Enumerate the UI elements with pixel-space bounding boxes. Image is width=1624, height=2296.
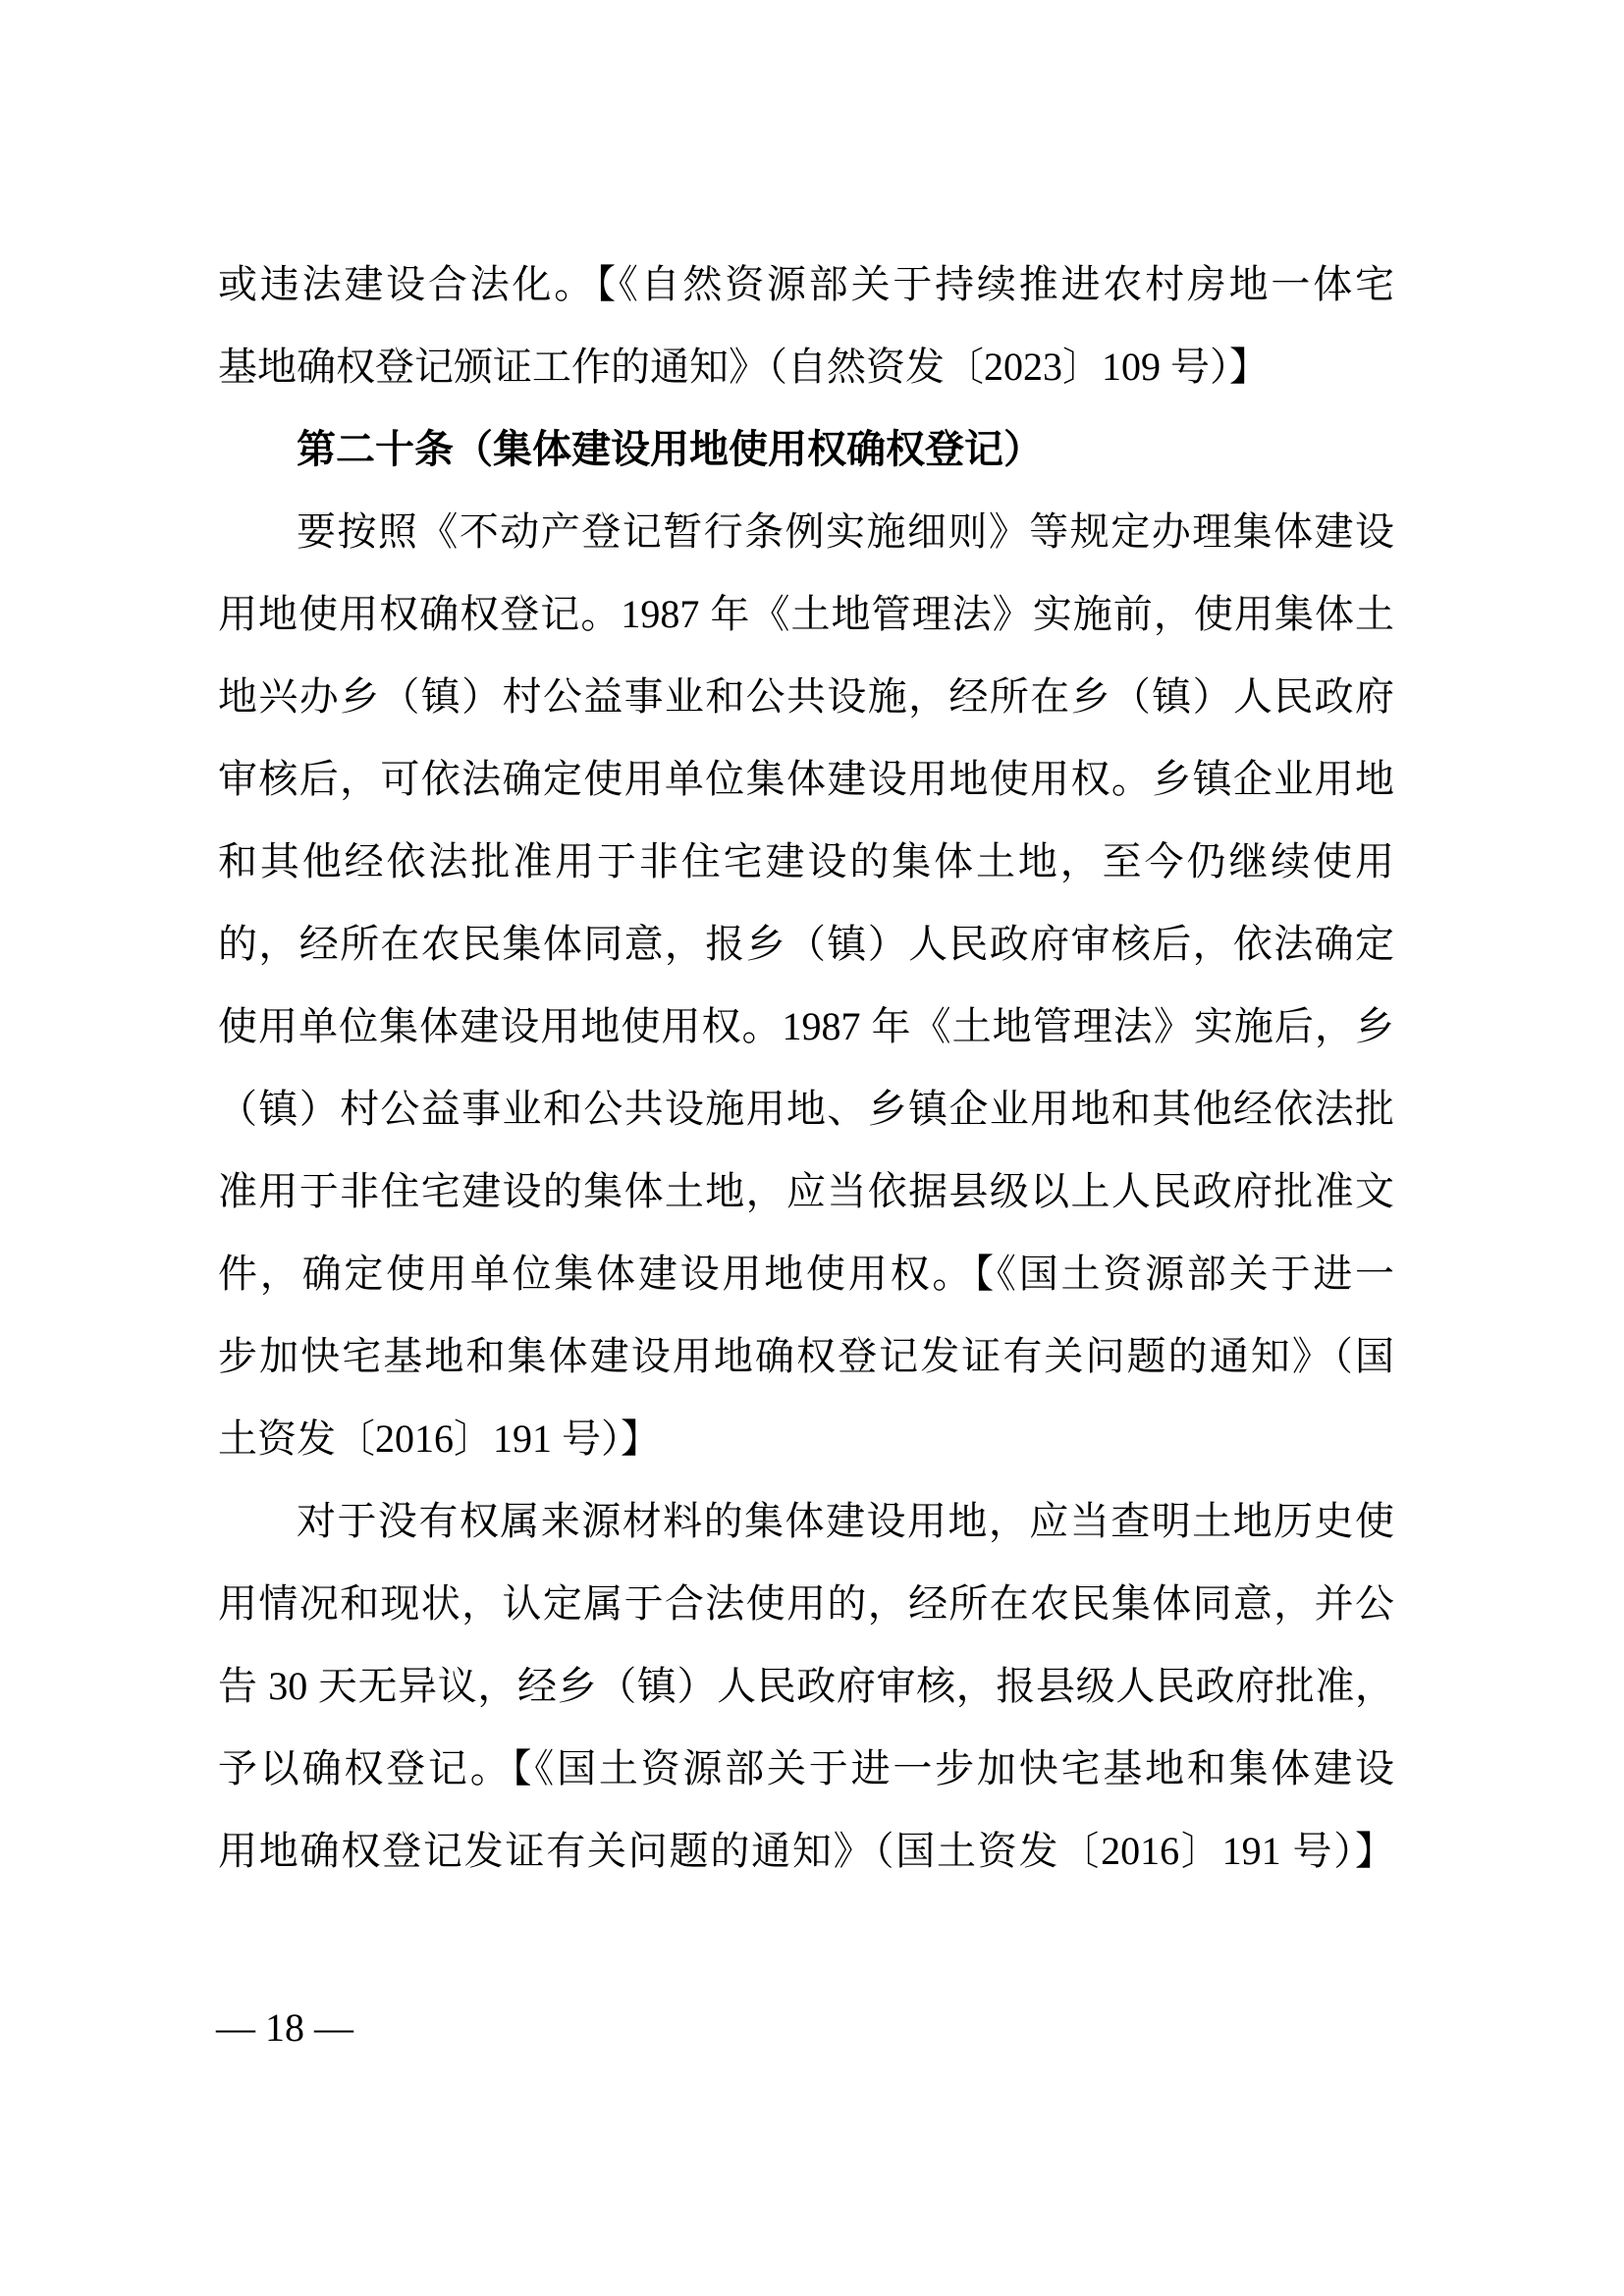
text-line: 用情况和现状，认定属于合法使用的，经所在农民集体同意，并公 [218, 1581, 1394, 1626]
text-line: 对于没有权属来源材料的集体建设用地，应当查明土地历史使 [297, 1499, 1394, 1543]
text-line: （镇）村公益事业和公共设施用地、乡镇企业用地和其他经依法批 [218, 1087, 1394, 1131]
text-line: 用地确权登记发证有关问题的通知》（国土资发〔2016〕191 号）】 [218, 1829, 1394, 1873]
text-line: 审核后，可依法确定使用单位集体建设用地使用权。乡镇企业用地 [218, 757, 1394, 801]
text-line: 准用于非住宅建设的集体土地，应当依据县级以上人民政府批准文 [218, 1169, 1394, 1213]
text-line: 件，确定使用单位集体建设用地使用权。【《国土资源部关于进一 [218, 1252, 1394, 1296]
text-line: 用地使用权确权登记。1987 年《土地管理法》实施前，使用集体土 [218, 592, 1394, 636]
text-line: 步加快宅基地和集体建设用地确权登记发证有关问题的通知》（国 [218, 1334, 1394, 1378]
text-line: 和其他经依法批准用于非住宅建设的集体土地，至今仍继续使用 [218, 839, 1394, 883]
page-number: — 18 — [216, 2005, 353, 2050]
page-footer [216, 2001, 353, 2056]
text-line: 使用单位集体建设用地使用权。1987 年《土地管理法》实施后，乡 [218, 1004, 1394, 1048]
text-line: 告 30 天无异议，经乡（镇）人民政府审核，报县级人民政府批准， [218, 1664, 1394, 1708]
text-line: 土资发〔2016〕191 号）】 [218, 1416, 660, 1461]
document-body [218, 243, 1394, 1893]
text-line: 基地确权登记颁证工作的通知》（自然资发〔2023〕109 号）】 [218, 345, 1269, 389]
text-line: 要按照《不动产登记暂行条例实施细则》等规定办理集体建设 [297, 509, 1394, 554]
text-line: 地兴办乡（镇）村公益事业和公共设施，经所在乡（镇）人民政府 [218, 674, 1394, 719]
text-line: 或违法建设合法化。【《自然资源部关于持续推进农村房地一体宅 [218, 262, 1394, 306]
article-heading: 第二十条（集体建设用地使用权确权登记） [297, 428, 1043, 471]
text-line: 的，经所在农民集体同意，报乡（镇）人民政府审核后，依法确定 [218, 922, 1394, 966]
text-line: 予以确权登记。【《国土资源部关于进一步加快宅基地和集体建设 [218, 1746, 1394, 1790]
